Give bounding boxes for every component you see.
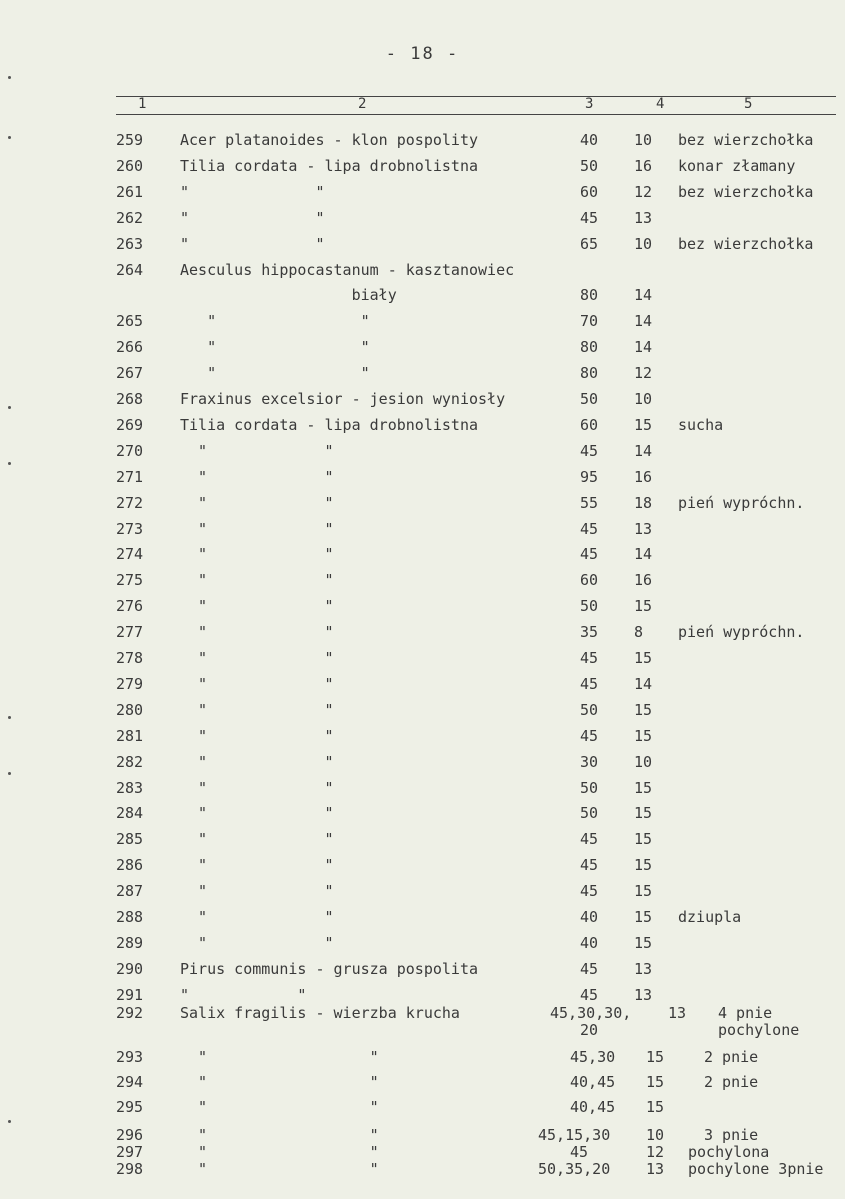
header-rule-top — [116, 96, 836, 97]
diameter: 80 — [580, 286, 599, 304]
remarks: pień wypróchn. — [678, 623, 805, 641]
table-row — [0, 753, 845, 775]
margin-mark — [8, 772, 11, 775]
row-number: 271 — [116, 468, 144, 486]
height: 10 — [646, 1126, 665, 1144]
row-number: 277 — [116, 623, 144, 641]
page-number: - 18 - — [385, 44, 460, 64]
species-name: Tilia cordata - lipa drobnolistna — [180, 416, 479, 434]
table-row — [0, 779, 845, 801]
diameter: 50 — [580, 157, 599, 175]
species-name: " " — [180, 597, 334, 615]
species-name: " " — [180, 830, 334, 848]
species-name: " " — [180, 675, 334, 693]
column-header-2: 2 — [358, 96, 367, 112]
height: 10 — [634, 390, 653, 408]
species-name: " " — [180, 468, 334, 486]
diameter: 45 — [580, 209, 599, 227]
column-header-5: 5 — [744, 96, 753, 112]
species-name: " " — [180, 649, 334, 667]
species-name: " " — [180, 1126, 379, 1144]
species-name: " " — [180, 338, 370, 356]
row-number: 291 — [116, 986, 144, 1004]
diameter: 45 — [570, 1143, 589, 1161]
species-name: " " — [180, 1073, 379, 1091]
height: 15 — [634, 701, 653, 719]
table-row — [0, 571, 845, 593]
table-row — [0, 131, 845, 153]
species-name: Fraxinus excelsior - jesion wyniosły — [180, 390, 506, 408]
species-name: " " — [180, 908, 334, 926]
species-name: " " — [180, 1048, 379, 1066]
table-row — [0, 494, 845, 516]
species-name: " " — [180, 1160, 379, 1178]
height: 13 — [668, 1004, 687, 1022]
row-number: 284 — [116, 804, 144, 822]
height: 10 — [634, 131, 653, 149]
table-row — [0, 908, 845, 930]
row-number: 280 — [116, 701, 144, 719]
height: 14 — [634, 675, 653, 693]
height: 15 — [634, 882, 653, 900]
table-row — [0, 157, 845, 179]
diameter: 65 — [580, 235, 599, 253]
row-number: 278 — [116, 649, 144, 667]
diameter: 45 — [580, 675, 599, 693]
diameter: 50,35,20 — [538, 1160, 611, 1178]
table-row — [0, 364, 845, 386]
remarks: konar złamany — [678, 157, 796, 175]
species-name: " " — [180, 623, 334, 641]
species-name: Pirus communis - grusza pospolita — [180, 960, 479, 978]
species-name: " " — [180, 520, 334, 538]
diameter: 30 — [580, 753, 599, 771]
column-header-4: 4 — [656, 96, 665, 112]
table-row — [0, 960, 845, 982]
row-number: 273 — [116, 520, 144, 538]
header-rule-bottom — [116, 114, 836, 115]
height: 18 — [634, 494, 653, 512]
diameter: 35 — [580, 623, 599, 641]
species-name: " " — [180, 442, 334, 460]
remarks: 2 pnie — [704, 1073, 759, 1091]
diameter: 60 — [580, 571, 599, 589]
table-row — [0, 235, 845, 257]
row-number: 259 — [116, 131, 144, 149]
height: 15 — [634, 779, 653, 797]
diameter: 95 — [580, 468, 599, 486]
height: 15 — [634, 804, 653, 822]
row-number: 298 — [116, 1160, 144, 1178]
diameter: 45,15,30 — [538, 1126, 611, 1144]
row-number: 261 — [116, 183, 144, 201]
diameter: 45 — [580, 882, 599, 900]
remarks-continued: pochylone — [718, 1021, 800, 1039]
margin-mark — [8, 462, 11, 465]
row-number: 269 — [116, 416, 144, 434]
row-number: 274 — [116, 545, 144, 563]
height: 14 — [634, 338, 653, 356]
species-name: " " — [180, 1098, 379, 1116]
table-row — [0, 520, 845, 542]
row-number: 290 — [116, 960, 144, 978]
row-number: 272 — [116, 494, 144, 512]
row-number: 268 — [116, 390, 144, 408]
height: 13 — [634, 960, 653, 978]
remarks: pochylona — [688, 1143, 770, 1161]
row-number: 283 — [116, 779, 144, 797]
margin-mark — [8, 406, 11, 409]
height: 13 — [646, 1160, 665, 1178]
table-row — [0, 261, 845, 283]
row-number: 295 — [116, 1098, 144, 1116]
remarks: 2 pnie — [704, 1048, 759, 1066]
row-number: 294 — [116, 1073, 144, 1091]
row-number: 276 — [116, 597, 144, 615]
diameter: 45 — [580, 545, 599, 563]
remarks: dziupla — [678, 908, 742, 926]
table-row — [0, 442, 845, 464]
species-name: Aesculus hippocastanum - kasztanowiec — [180, 261, 515, 279]
diameter: 45 — [580, 856, 599, 874]
margin-mark — [8, 76, 11, 79]
species-name: Salix fragilis - wierzba krucha — [180, 1004, 460, 1022]
diameter: 80 — [580, 338, 599, 356]
diameter: 50 — [580, 701, 599, 719]
row-number: 292 — [116, 1004, 144, 1022]
species-name: " " — [180, 235, 325, 253]
row-number: 275 — [116, 571, 144, 589]
height: 14 — [634, 312, 653, 330]
diameter: 50 — [580, 597, 599, 615]
species-name: " " — [180, 882, 334, 900]
diameter: 45 — [580, 960, 599, 978]
height: 15 — [634, 727, 653, 745]
diameter: 45 — [580, 727, 599, 745]
diameter: 45 — [580, 649, 599, 667]
height: 15 — [634, 597, 653, 615]
table-row — [0, 286, 845, 308]
row-number: 263 — [116, 235, 144, 253]
height: 14 — [634, 286, 653, 304]
species-name: " " — [180, 183, 325, 201]
margin-mark — [8, 136, 11, 139]
table-row — [0, 468, 845, 490]
diameter: 45,30,30, — [550, 1004, 632, 1022]
height: 15 — [634, 416, 653, 434]
table-row — [0, 623, 845, 645]
row-number: 264 — [116, 261, 144, 279]
species-name: " " — [180, 804, 334, 822]
height: 15 — [634, 649, 653, 667]
row-number: 296 — [116, 1126, 144, 1144]
table-row — [0, 804, 845, 826]
species-name: " " — [180, 779, 334, 797]
height: 14 — [634, 442, 653, 460]
species-name: " " — [180, 753, 334, 771]
height: 15 — [646, 1098, 665, 1116]
diameter-continued: 20 — [580, 1021, 599, 1039]
diameter: 40 — [580, 908, 599, 926]
diameter: 60 — [580, 416, 599, 434]
species-name: biały — [180, 286, 397, 304]
species-name: " " — [180, 545, 334, 563]
table-row — [0, 727, 845, 749]
diameter: 60 — [580, 183, 599, 201]
diameter: 50 — [580, 390, 599, 408]
height: 12 — [634, 183, 653, 201]
remarks: bez wierzchołka — [678, 131, 814, 149]
species-name: " " — [180, 1143, 379, 1161]
table-row — [0, 183, 845, 205]
diameter: 70 — [580, 312, 599, 330]
row-number: 286 — [116, 856, 144, 874]
row-number: 282 — [116, 753, 144, 771]
row-number: 288 — [116, 908, 144, 926]
row-number: 281 — [116, 727, 144, 745]
column-header-1: 1 — [138, 96, 147, 112]
remarks: pień wypróchn. — [678, 494, 805, 512]
height: 15 — [634, 934, 653, 952]
table-row — [0, 934, 845, 956]
row-number: 285 — [116, 830, 144, 848]
diameter: 45 — [580, 830, 599, 848]
height: 15 — [634, 908, 653, 926]
row-number: 289 — [116, 934, 144, 952]
diameter: 45 — [580, 442, 599, 460]
height: 16 — [634, 157, 653, 175]
species-name: " " — [180, 364, 370, 382]
diameter: 45 — [580, 986, 599, 1004]
height: 15 — [634, 856, 653, 874]
table-row — [0, 701, 845, 723]
diameter: 45 — [580, 520, 599, 538]
height: 15 — [634, 830, 653, 848]
species-name: " " — [180, 312, 370, 330]
height: 13 — [634, 520, 653, 538]
table-row — [0, 338, 845, 360]
column-header-3: 3 — [585, 96, 594, 112]
table-row — [0, 649, 845, 671]
species-name: " " — [180, 727, 334, 745]
table-row — [0, 390, 845, 412]
table-row — [0, 209, 845, 231]
diameter: 40 — [580, 934, 599, 952]
diameter: 50 — [580, 779, 599, 797]
remarks: sucha — [678, 416, 724, 434]
height: 13 — [634, 209, 653, 227]
species-name: " " — [180, 571, 334, 589]
table-row — [0, 675, 845, 697]
species-name: " " — [180, 856, 334, 874]
species-name: " " — [180, 209, 325, 227]
diameter: 40,45 — [570, 1073, 616, 1091]
row-number: 270 — [116, 442, 144, 460]
height: 14 — [634, 545, 653, 563]
row-number: 279 — [116, 675, 144, 693]
species-name: " " — [180, 701, 334, 719]
height: 16 — [634, 571, 653, 589]
remarks: bez wierzchołka — [678, 235, 814, 253]
diameter: 40,45 — [570, 1098, 616, 1116]
margin-mark — [8, 716, 11, 719]
height: 10 — [634, 235, 653, 253]
row-number: 262 — [116, 209, 144, 227]
table-row — [0, 416, 845, 438]
table-row — [0, 830, 845, 852]
row-number: 287 — [116, 882, 144, 900]
species-name: Tilia cordata - lipa drobnolistna — [180, 157, 479, 175]
species-name: Acer platanoides - klon pospolity — [180, 131, 479, 149]
species-name: " " — [180, 934, 334, 952]
remarks: bez wierzchołka — [678, 183, 814, 201]
table-row — [0, 856, 845, 878]
height: 8 — [634, 623, 644, 641]
table-row — [0, 312, 845, 334]
row-number: 260 — [116, 157, 144, 175]
row-number: 265 — [116, 312, 144, 330]
margin-mark — [8, 1120, 11, 1123]
diameter: 55 — [580, 494, 599, 512]
remarks: 4 pnie — [718, 1004, 773, 1022]
table-row — [0, 882, 845, 904]
height: 10 — [634, 753, 653, 771]
height: 12 — [646, 1143, 665, 1161]
remarks: pochylone 3pnie — [688, 1160, 824, 1178]
diameter: 80 — [580, 364, 599, 382]
species-name: " " — [180, 986, 307, 1004]
height: 12 — [634, 364, 653, 382]
height: 16 — [634, 468, 653, 486]
row-number: 266 — [116, 338, 144, 356]
row-number: 293 — [116, 1048, 144, 1066]
diameter: 45,30 — [570, 1048, 616, 1066]
height: 15 — [646, 1073, 665, 1091]
table-row — [0, 597, 845, 619]
row-number: 297 — [116, 1143, 144, 1161]
diameter: 40 — [580, 131, 599, 149]
species-name: " " — [180, 494, 334, 512]
table-row — [0, 545, 845, 567]
height: 13 — [634, 986, 653, 1004]
remarks: 3 pnie — [704, 1126, 759, 1144]
diameter: 50 — [580, 804, 599, 822]
row-number: 267 — [116, 364, 144, 382]
height: 15 — [646, 1048, 665, 1066]
